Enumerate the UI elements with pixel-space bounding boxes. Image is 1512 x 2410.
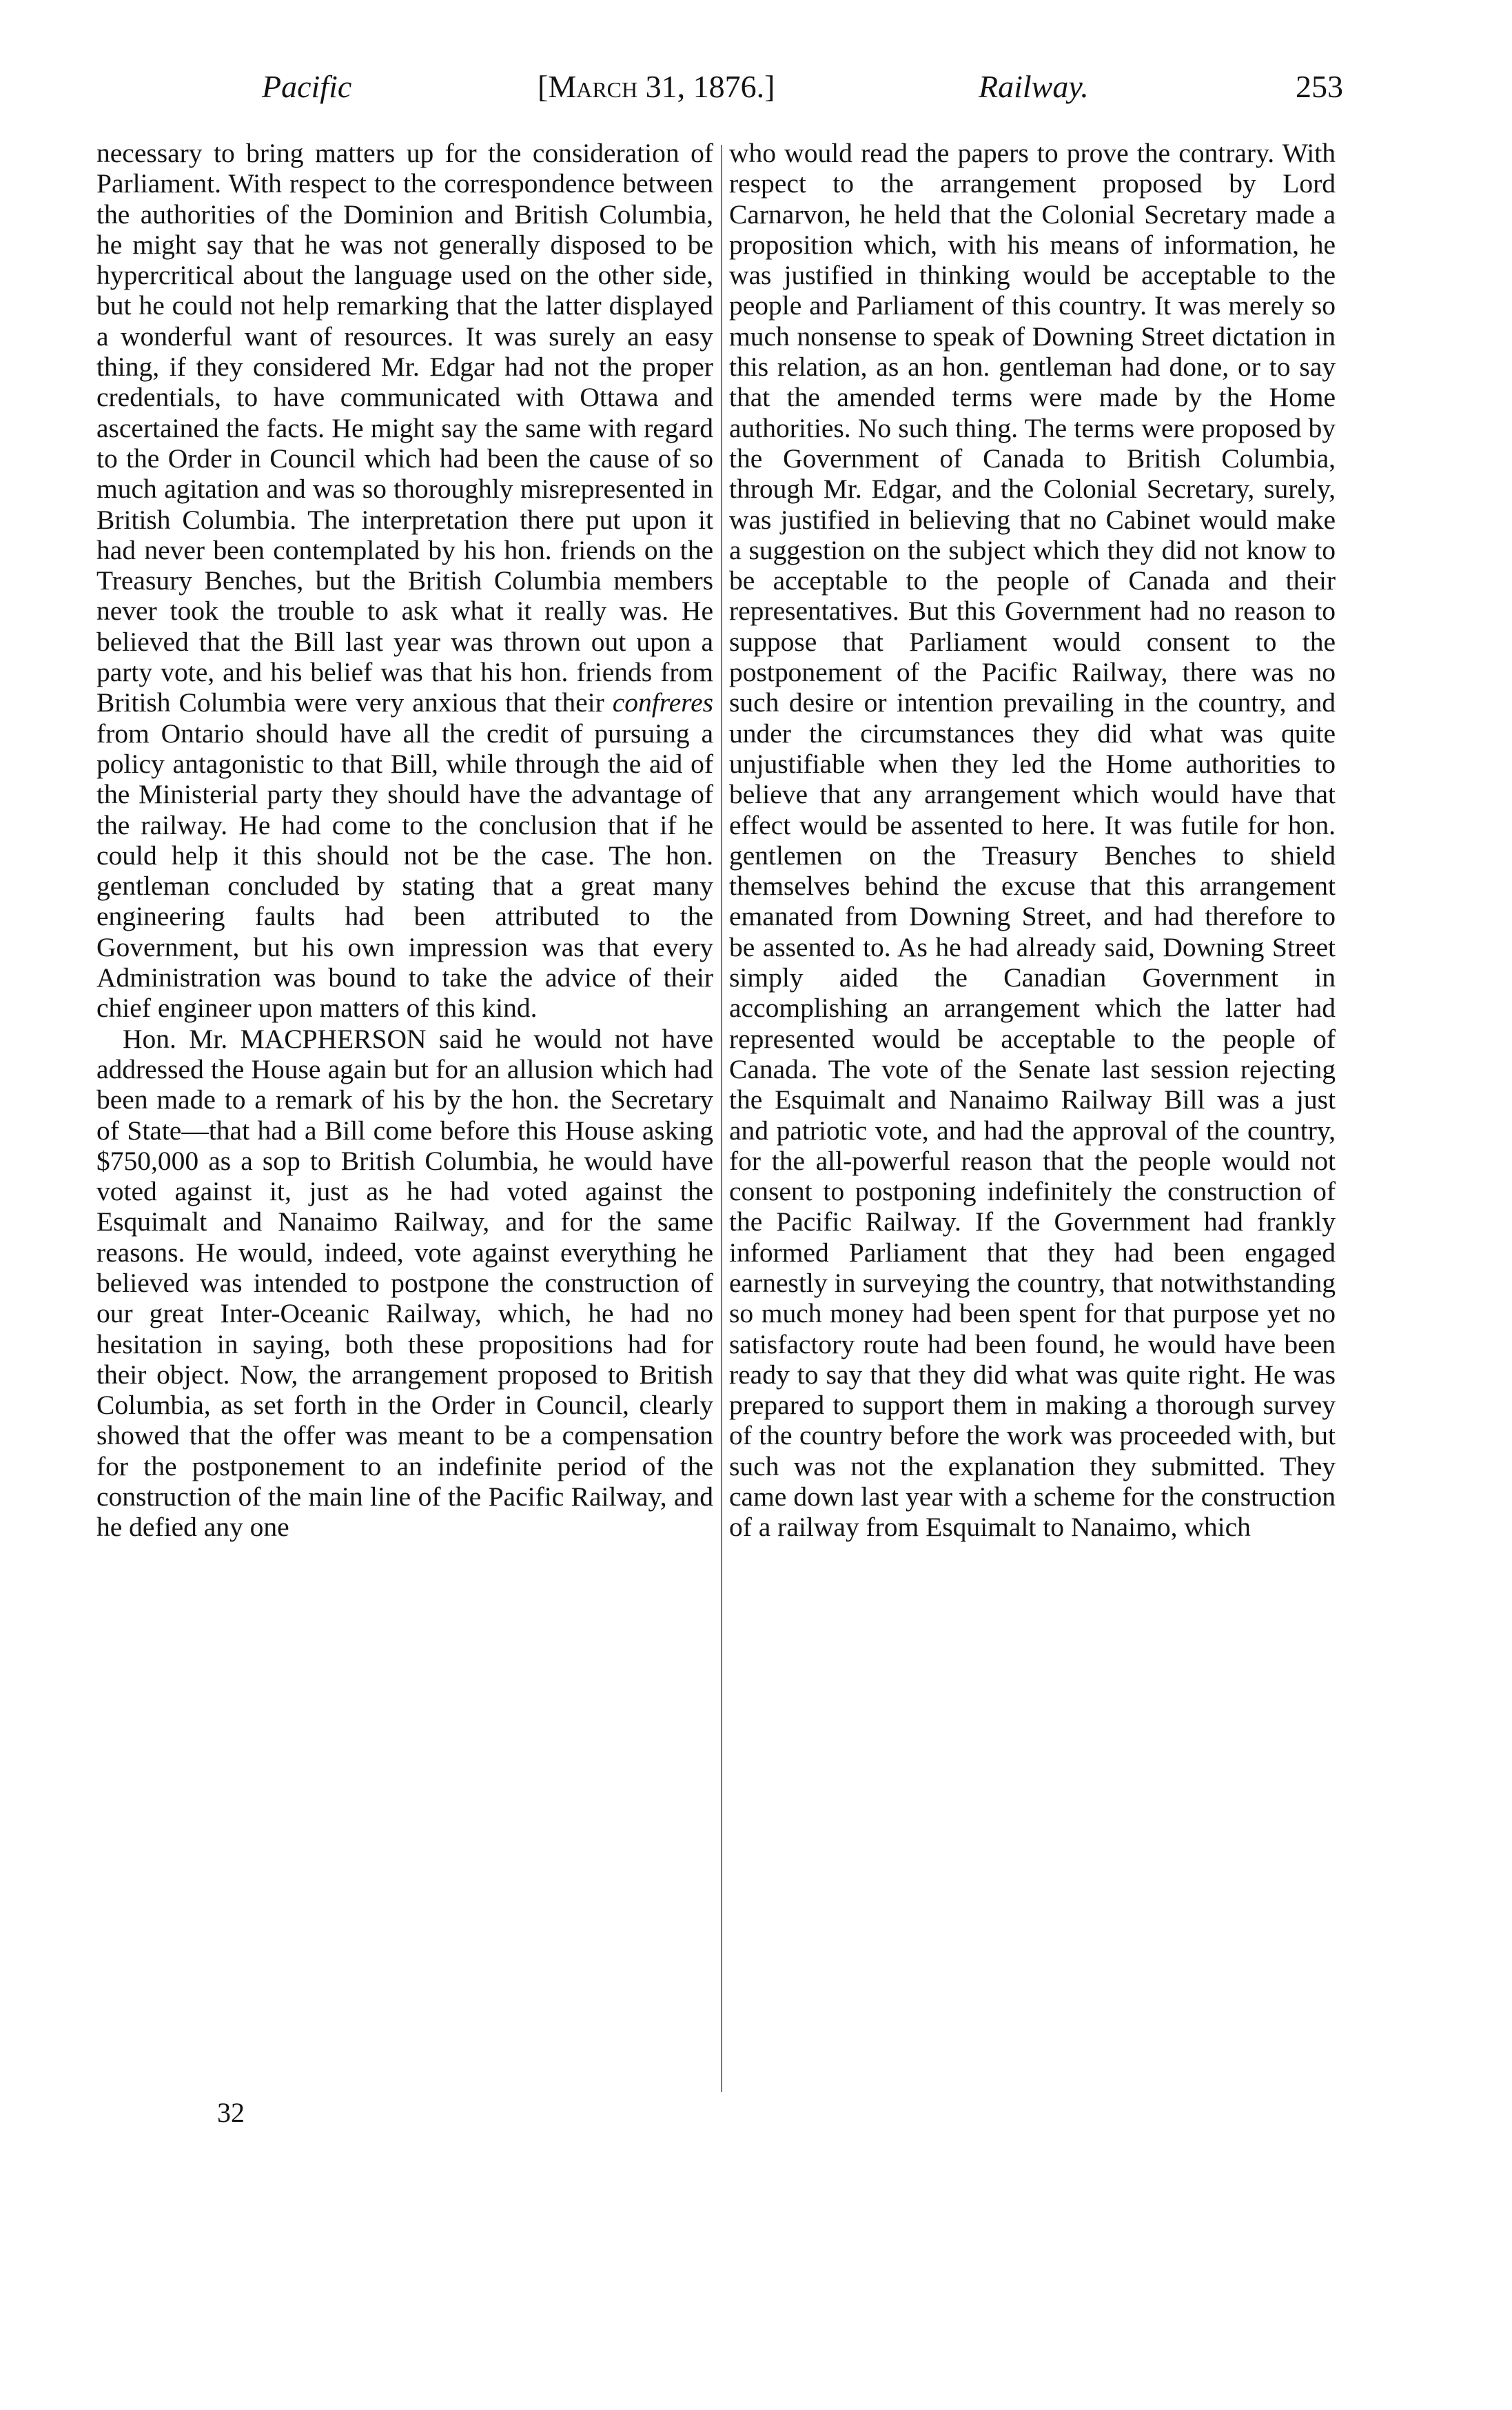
running-header (234, 66, 1343, 114)
left-paragraph-2: Hon. Mr. MACPHERSON said he would not have addressed the House again but for an allusion which had been made to a remark of his by the hon. the Secretary of State—that had a Bill come before this House asking $750,000 as a sop to British Columbia, he would have voted against it, just as he had voted against the Esquimalt and Nanaimo Railway, and for the same reasons. He would, indeed, vote against everything he believed was intended to postpone the construction of our great Inter-Oceanic Railway, which, he had no hesitation in saying, both these propositions had for their object. Now, the arrangement proposed to British Columbia, as set forth in the Order in Council, clearly showed that the offer was meant to be a compensation for the postponement to an indefinite period of the construction of the main line of the Pacific Railway, and he defied any one (96, 1023, 713, 1543)
header-left-title: Pacific (262, 69, 352, 104)
left-column (96, 138, 713, 2206)
column-divider (721, 145, 722, 2092)
right-column (729, 138, 1336, 2206)
left-paragraph-1-italic: confreres (612, 687, 713, 718)
page-number: 253 (1296, 69, 1343, 104)
right-paragraph-1: who would read the papers to prove the contrary. With respect to the arrangement proposed by Lord Carnarvon, he held that the Colonial Secretary made a proposition which, with his means of information, he was justified in thinking would be acceptable to the people and Parliament of this country. It was merely so much nonsense to speak of Downing Street dictation in this relation, as an hon. gentleman had done, or to say that the amended terms were made by the Home authorities. No such thing. The terms were proposed by the Government of Canada to British Columbia, through Mr. Edgar, and the Colonial Secretary, surely, was justified in believing that no Cabinet would make a suggestion on the subject which they did not know to be acceptable to the people of Canada and their representatives. But this Government had no reason to suppose that Parliament would consent to the postponement of the Pacific Railway, there was no such desire or intention prevailing in the country, and under the circumstances they did what was quite unjustifiable when they led the Home authorities to believe that any arrangement which would have that effect would be assented to here. It was futile for hon. gentlemen on the Treasury Benches to shield themselves behind the excuse that this arrangement emanated from Downing Street, and had therefore to be assented to. As he had already said, Downing Street simply aided the Canadian Government in accomplishing an arrangement which the latter had represented would be acceptable to the people of Canada. The vote of the Senate last session rejecting the Esquimalt and Nanaimo Railway Bill was a just and patriotic vote, and had the approval of the country, for the all-powerful reason that the people would not consent to postponing indefinitely the construction of the Pacific Railway. If the Government had frankly informed Parliament that they had been engaged earnestly in surveying the country, that notwithstanding so much money had been spent for that purpose yet no satisfactory route had been found, he would have been ready to say that they did what was quite right. He was prepared to support them in making a thorough survey of the country before the work was proceeded with, but such was not the explanation they submitted. They came down last year with a scheme for the construction of a railway from Esquimalt to Nanaimo, which (729, 138, 1336, 1543)
signature-mark: 32 (217, 2097, 245, 2128)
left-paragraph-1-rest: from Ontario should have all the credit of pursuing a policy antagonistic to that Bill, while through the aid of the Ministerial party they should have the advantage of the railway. He had come to the conclusion that if he could help it this should not be the case. The hon. gentleman concluded by stating that a great many engineering faults had been attributed to the Government, but his own impression was that every Administration was bound to take the advice of their chief engineer upon matters of this kind. (96, 718, 713, 1024)
left-paragraph-1 (96, 138, 713, 1024)
header-right-title: Railway. (979, 69, 1089, 104)
header-date: [March 31, 1876.] (538, 69, 775, 104)
left-paragraph-1-text: necessary to bring matters up for the consideration of Parliament. With respect to the correspondence between the authorities of the Dominion and British Columbia, he might say that he was not generally disposed to be hypercritical about the language used on the other side, but he could not help remarking that the latter displayed a wonderful want of resources. It was surely an easy thing, if they considered Mr. Edgar had not the proper credentials, to have communicated with Ottawa and ascertained the facts. He might say the same with regard to the Order in Council which had been the cause of so much agitation and was so thoroughly misrepresented in British Columbia. The interpretation there put upon it had never been contemplated by his hon. friends on the Treasury Benches, but the British Columbia members never took the trouble to ask what it really was. He believed that the Bill last year was thrown out upon a party vote, and his belief was that his hon. friends from British Columbia were very anxious that their (96, 138, 713, 718)
